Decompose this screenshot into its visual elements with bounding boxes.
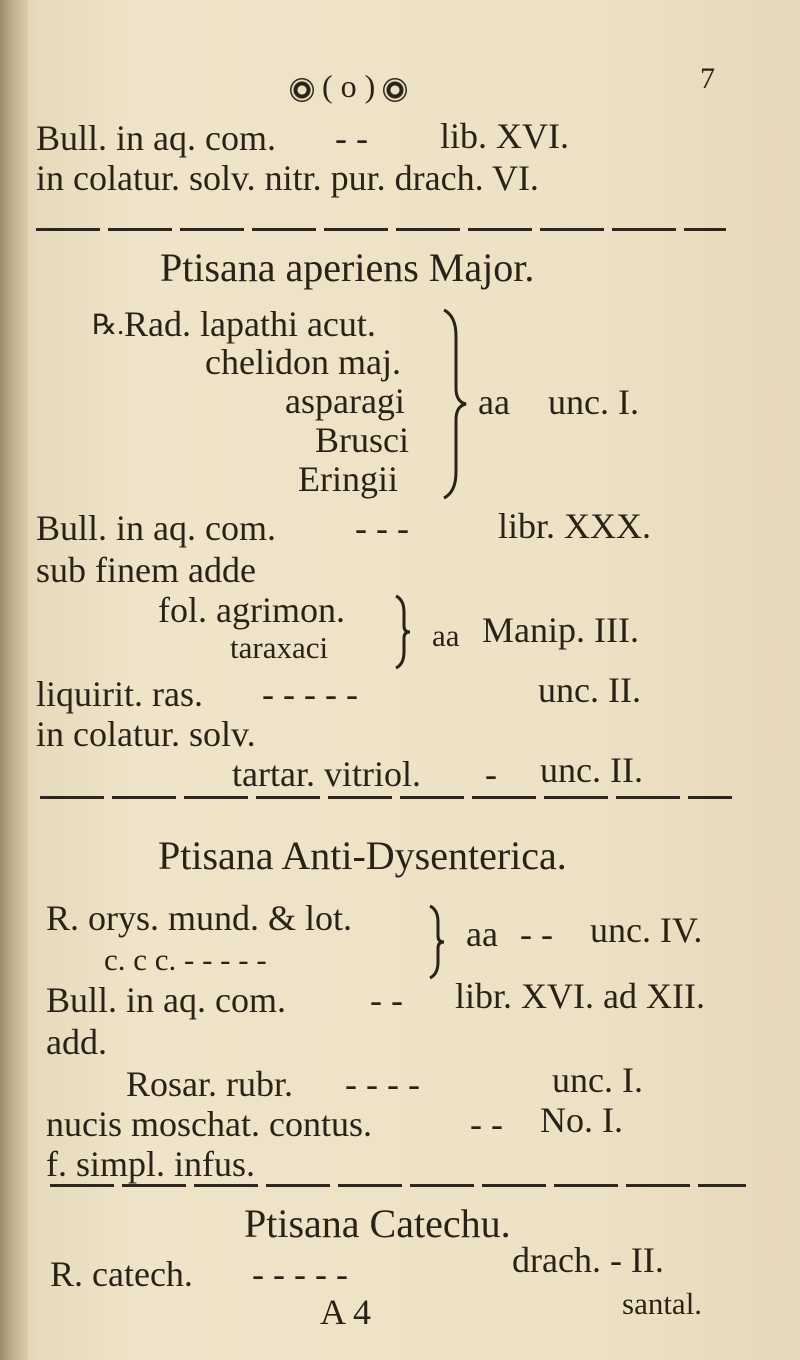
recipe-line-dashes: - - - - - bbox=[252, 1254, 348, 1294]
ingredient-line: fol. agrimon. bbox=[158, 590, 345, 630]
brace-glyph bbox=[390, 594, 414, 670]
recipe-line-right: libr. XVI. ad XII. bbox=[455, 976, 705, 1016]
quantity-aa: aa bbox=[478, 382, 510, 422]
recipe-line-left: Rosar. rubr. bbox=[126, 1064, 293, 1104]
recipe-line-right: unc. II. bbox=[540, 750, 643, 790]
recipe-line-left: liquirit. ras. bbox=[36, 674, 203, 714]
recipe-line-right: unc. I. bbox=[552, 1060, 643, 1100]
recipe-line-right: No. I. bbox=[540, 1100, 623, 1140]
ingredient-line: Brusci bbox=[315, 420, 409, 460]
page-header bbox=[290, 70, 407, 102]
quantity-amount: unc. IV. bbox=[590, 910, 703, 950]
section-divider bbox=[40, 796, 732, 799]
signature-mark: A 4 bbox=[320, 1292, 372, 1332]
catchword: santal. bbox=[622, 1286, 703, 1321]
section-divider bbox=[36, 228, 726, 231]
recipe-line: sub finem adde bbox=[36, 550, 256, 590]
recipe-line-left: R. catech. bbox=[50, 1254, 193, 1294]
recipe-line-dashes: - - - bbox=[355, 508, 409, 548]
section-title: Ptisana Catechu. bbox=[244, 1201, 511, 1246]
quantity-dashes: - - bbox=[520, 914, 553, 954]
ornament-icon bbox=[383, 78, 407, 102]
section-divider bbox=[50, 1184, 746, 1187]
section-title: Ptisana aperiens Major. bbox=[160, 245, 535, 290]
recipe-line-left: Bull. in aq. com. bbox=[46, 980, 286, 1020]
ingredient-line: chelidon maj. bbox=[205, 342, 401, 382]
ingredient-line: c. c c. - - - - - bbox=[104, 942, 267, 977]
top-line-1-right: lib. XVI. bbox=[440, 116, 569, 156]
brace-glyph bbox=[436, 306, 470, 502]
brace-glyph bbox=[424, 904, 448, 980]
recipe-line-left: nucis moschat. contus. bbox=[46, 1104, 372, 1144]
recipe-line-left: Bull. in aq. com. bbox=[36, 508, 276, 548]
quantity-aa: aa bbox=[432, 618, 460, 653]
ingredient-line: asparagi bbox=[285, 381, 405, 421]
page-number: 7 bbox=[700, 62, 715, 95]
recipe-line-dashes: - - - - bbox=[345, 1064, 420, 1104]
ingredient-line: Eringii bbox=[298, 459, 398, 499]
ornament-icon bbox=[290, 78, 314, 102]
top-line-1-dashes: - - bbox=[335, 118, 368, 158]
ingredient-line: taraxaci bbox=[230, 630, 329, 665]
book-binding-edge bbox=[0, 0, 28, 1360]
recipe-line-dashes: - bbox=[485, 754, 497, 794]
ingredient-line: Rad. lapathi acut. bbox=[124, 304, 376, 344]
section-title: Ptisana Anti-Dysenterica. bbox=[158, 833, 567, 878]
recipe-line-right: unc. II. bbox=[538, 670, 641, 710]
recipe-line-left: tartar. vitriol. bbox=[232, 754, 421, 794]
quantity-aa: aa bbox=[466, 914, 498, 954]
recipe-line-right: drach. - II. bbox=[512, 1240, 664, 1280]
page-mark: ( o ) bbox=[322, 68, 376, 104]
recipe-line: in colatur. solv. bbox=[36, 714, 256, 754]
recipe-line-right: libr. XXX. bbox=[498, 506, 651, 546]
recipe-line-dashes: - - bbox=[370, 980, 403, 1020]
recipe-line-dashes: - - - - - bbox=[262, 674, 358, 714]
top-line-2: in colatur. solv. nitr. pur. drach. VI. bbox=[36, 158, 539, 198]
quantity-amount: Manip. III. bbox=[482, 610, 639, 650]
recipe-symbol: ℞. bbox=[92, 310, 125, 341]
top-line-1-left: Bull. in aq. com. bbox=[36, 118, 276, 158]
recipe-line-dashes: - - bbox=[470, 1104, 503, 1144]
quantity-amount: unc. I. bbox=[548, 382, 639, 422]
ingredient-line: R. orys. mund. & lot. bbox=[46, 898, 353, 938]
recipe-line: add. bbox=[46, 1022, 107, 1062]
recipe-line: f. simpl. infus. bbox=[46, 1144, 256, 1184]
